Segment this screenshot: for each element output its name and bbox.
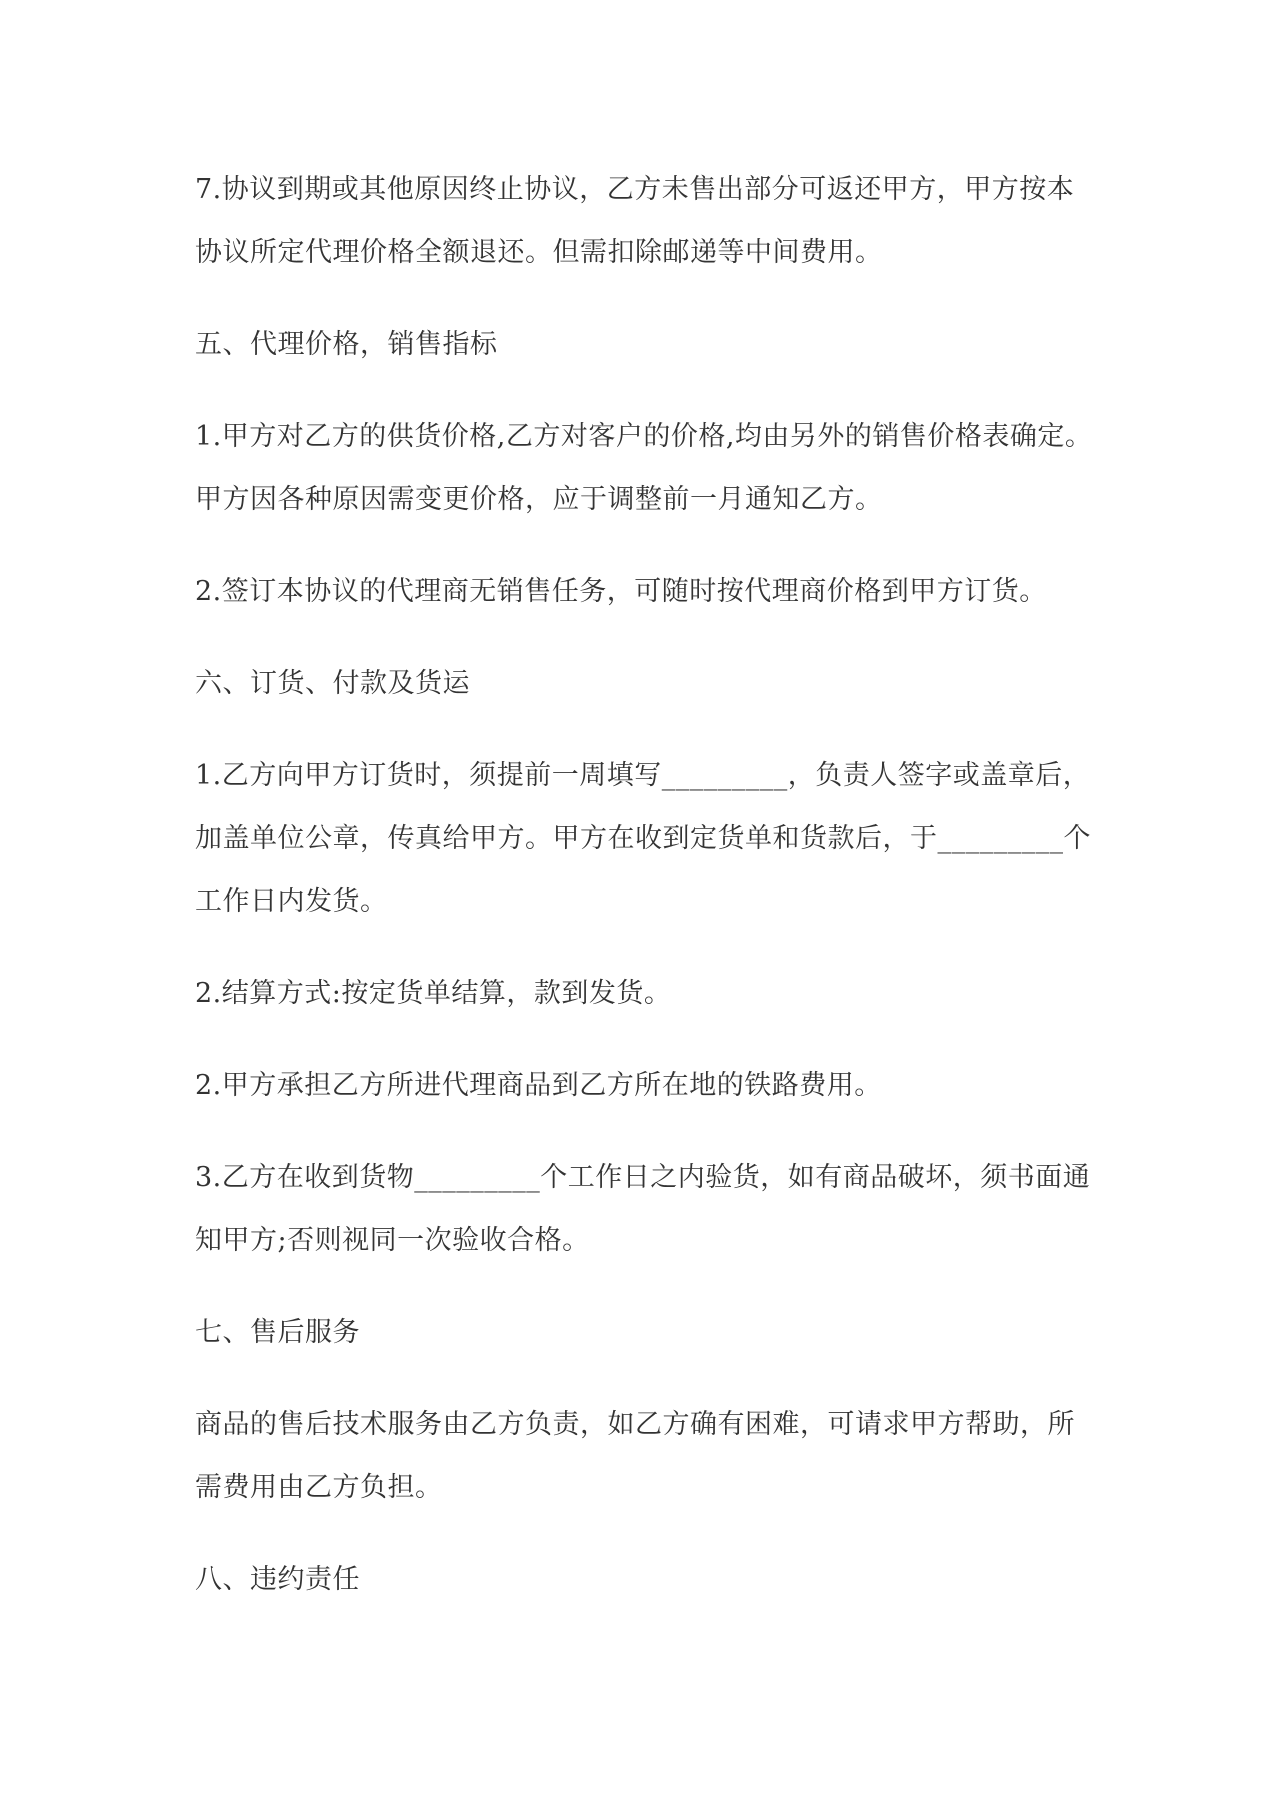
clause-paragraph: 商品的售后技术服务由乙方负责，如乙方确有困难，可请求甲方帮助，所需费用由乙方负担。 bbox=[195, 1409, 1075, 1503]
section-heading: 八、违约责任 bbox=[195, 1564, 360, 1595]
clause-paragraph: 2.结算方式:按定货单结算，款到发货。 bbox=[195, 978, 672, 1009]
document-body bbox=[195, 158, 1100, 1640]
clause-paragraph: 1.乙方向甲方订货时，须提前一周填写_________，负责人签字或盖章后，加盖单位公章，传真给甲方。甲方在收到定货单和货款后，于_________个工作日内发货。 bbox=[195, 760, 1091, 917]
section-heading: 五、代理价格，销售指标 bbox=[195, 329, 498, 360]
clause-paragraph: 3.乙方在收到货物_________个工作日之内验货，如有商品破坏，须书面通知甲方;否则视同一次验收合格。 bbox=[195, 1162, 1091, 1256]
clause-paragraph: 2.甲方承担乙方所进代理商品到乙方所在地的铁路费用。 bbox=[195, 1070, 882, 1101]
clause-paragraph: 7.协议到期或其他原因终止协议，乙方未售出部分可返还甲方，甲方按本协议所定代理价格全额退还。但需扣除邮递等中间费用。 bbox=[195, 174, 1075, 268]
clause-paragraph: 2.签订本协议的代理商无销售任务，可随时按代理商价格到甲方订货。 bbox=[195, 576, 1047, 607]
section-heading: 六、订货、付款及货运 bbox=[195, 668, 470, 699]
section-heading: 七、售后服务 bbox=[195, 1317, 360, 1348]
clause-paragraph: 1.甲方对乙方的供货价格,乙方对客户的价格,均由另外的销售价格表确定。甲方因各种原因需变更价格，应于调整前一月通知乙方。 bbox=[195, 421, 1093, 515]
